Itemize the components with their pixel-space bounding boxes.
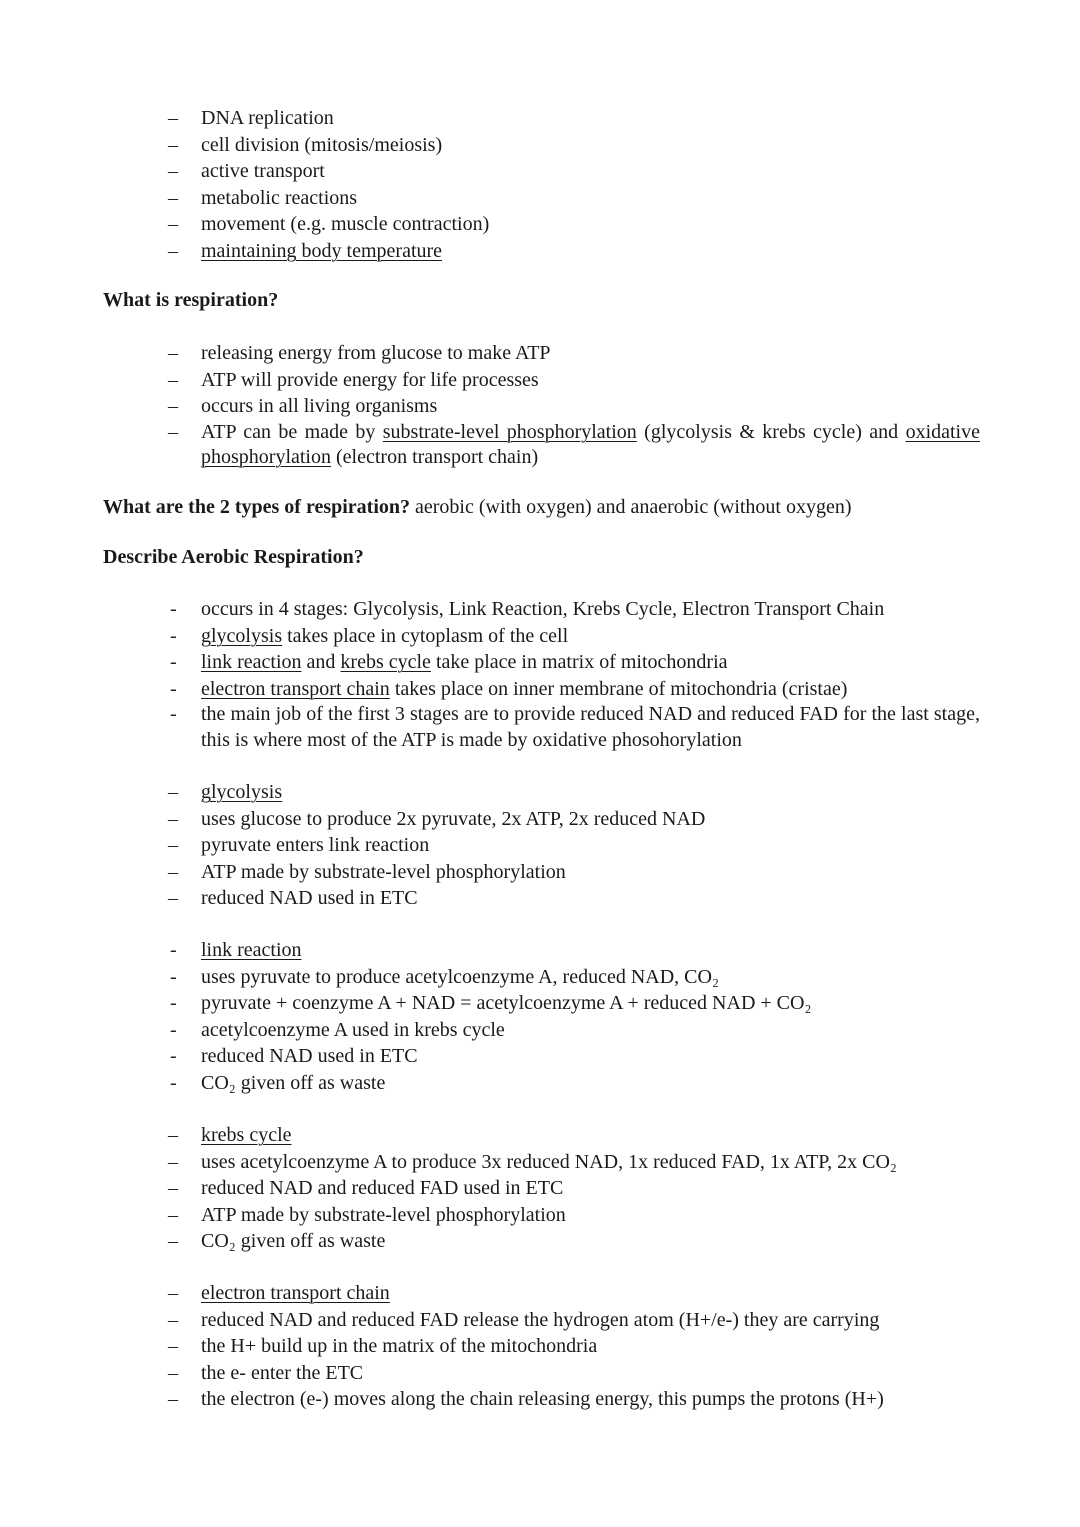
list-heading: – krebs cycle — [170, 1122, 980, 1149]
krebs-cycle-list — [170, 1122, 980, 1255]
list-heading: - link reaction — [170, 937, 980, 964]
list-item: - occurs in 4 stages: Glycolysis, Link Reaction, Krebs Cycle, Electron Transport Chain — [170, 596, 980, 623]
energy-uses-list — [170, 105, 980, 265]
list-item: – ATP made by substrate-level phosphorylation — [170, 859, 980, 886]
glycolysis-list — [170, 779, 980, 912]
list-item: – maintaining body temperature — [170, 238, 980, 265]
list-item: – reduced NAD and reduced FAD used in ETC — [170, 1175, 980, 1202]
list-item: – the electron (e-) moves along the chain releasing energy, this pumps the protons (H+) — [170, 1386, 980, 1413]
list-item: - CO₂ given off as waste — [170, 1070, 980, 1097]
list-item: – CO₂ given off as waste — [170, 1228, 980, 1255]
list-item: – pyruvate enters link reaction — [170, 832, 980, 859]
list-item: – DNA replication — [170, 105, 980, 132]
list-item: – the e- enter the ETC — [170, 1360, 980, 1387]
list-item: – movement (e.g. muscle contraction) — [170, 211, 980, 238]
list-item: - reduced NAD used in ETC — [170, 1043, 980, 1070]
list-item: – ATP made by substrate-level phosphorylation — [170, 1202, 980, 1229]
list-item: – uses glucose to produce 2x pyruvate, 2x ATP, 2x reduced NAD — [170, 806, 980, 833]
list-item: – reduced NAD and reduced FAD release the hydrogen atom (H+/e-) they are carrying — [170, 1307, 980, 1334]
list-item: – occurs in all living organisms — [170, 393, 980, 420]
list-item: – uses acetylcoenzyme A to produce 3x reduced NAD, 1x reduced FAD, 1x ATP, 2x CO₂ — [170, 1149, 980, 1176]
respiration-list — [170, 340, 980, 470]
list-item: - acetylcoenzyme A used in krebs cycle — [170, 1017, 980, 1044]
question-heading: What are the 2 types of respiration? aerobic (with oxygen) and anaerobic (without oxygen) — [103, 496, 852, 518]
question-heading: Describe Aerobic Respiration? — [103, 546, 364, 568]
list-item: – active transport — [170, 158, 980, 185]
list-item: - glycolysis takes place in cytoplasm of the cell — [170, 623, 980, 650]
list-item: - link reaction and krebs cycle take place in matrix of mitochondria — [170, 649, 980, 676]
question-heading: What is respiration? — [103, 289, 279, 311]
list-item: – metabolic reactions — [170, 185, 980, 212]
list-item: - uses pyruvate to produce acetylcoenzyme A, reduced NAD, CO₂ — [170, 964, 980, 991]
aerobic-list — [170, 596, 980, 753]
list-item: – ATP can be made by substrate-level phosphorylation (glycolysis & krebs cycle) and oxidative phosphorylation (electron transport chain) — [170, 420, 980, 470]
list-item: – ATP will provide energy for life processes — [170, 367, 980, 394]
list-item: – the H+ build up in the matrix of the mitochondria — [170, 1333, 980, 1360]
list-heading: – glycolysis — [170, 779, 980, 806]
list-item: – releasing energy from glucose to make ATP — [170, 340, 980, 367]
list-item: - pyruvate + coenzyme A + NAD = acetylcoenzyme A + reduced NAD + CO₂ — [170, 990, 980, 1017]
list-heading: – electron transport chain — [170, 1280, 980, 1307]
list-item: – reduced NAD used in ETC — [170, 885, 980, 912]
link-reaction-list — [170, 937, 980, 1097]
list-item: – cell division (mitosis/meiosis) — [170, 132, 980, 159]
etc-list — [170, 1280, 980, 1413]
list-item: - electron transport chain takes place on inner membrane of mitochondria (cristae) — [170, 676, 980, 703]
list-item: - the main job of the first 3 stages are to provide reduced NAD and reduced FAD for the last stage, this is where most of the ATP is made by oxidative phosohorylation — [170, 702, 980, 753]
